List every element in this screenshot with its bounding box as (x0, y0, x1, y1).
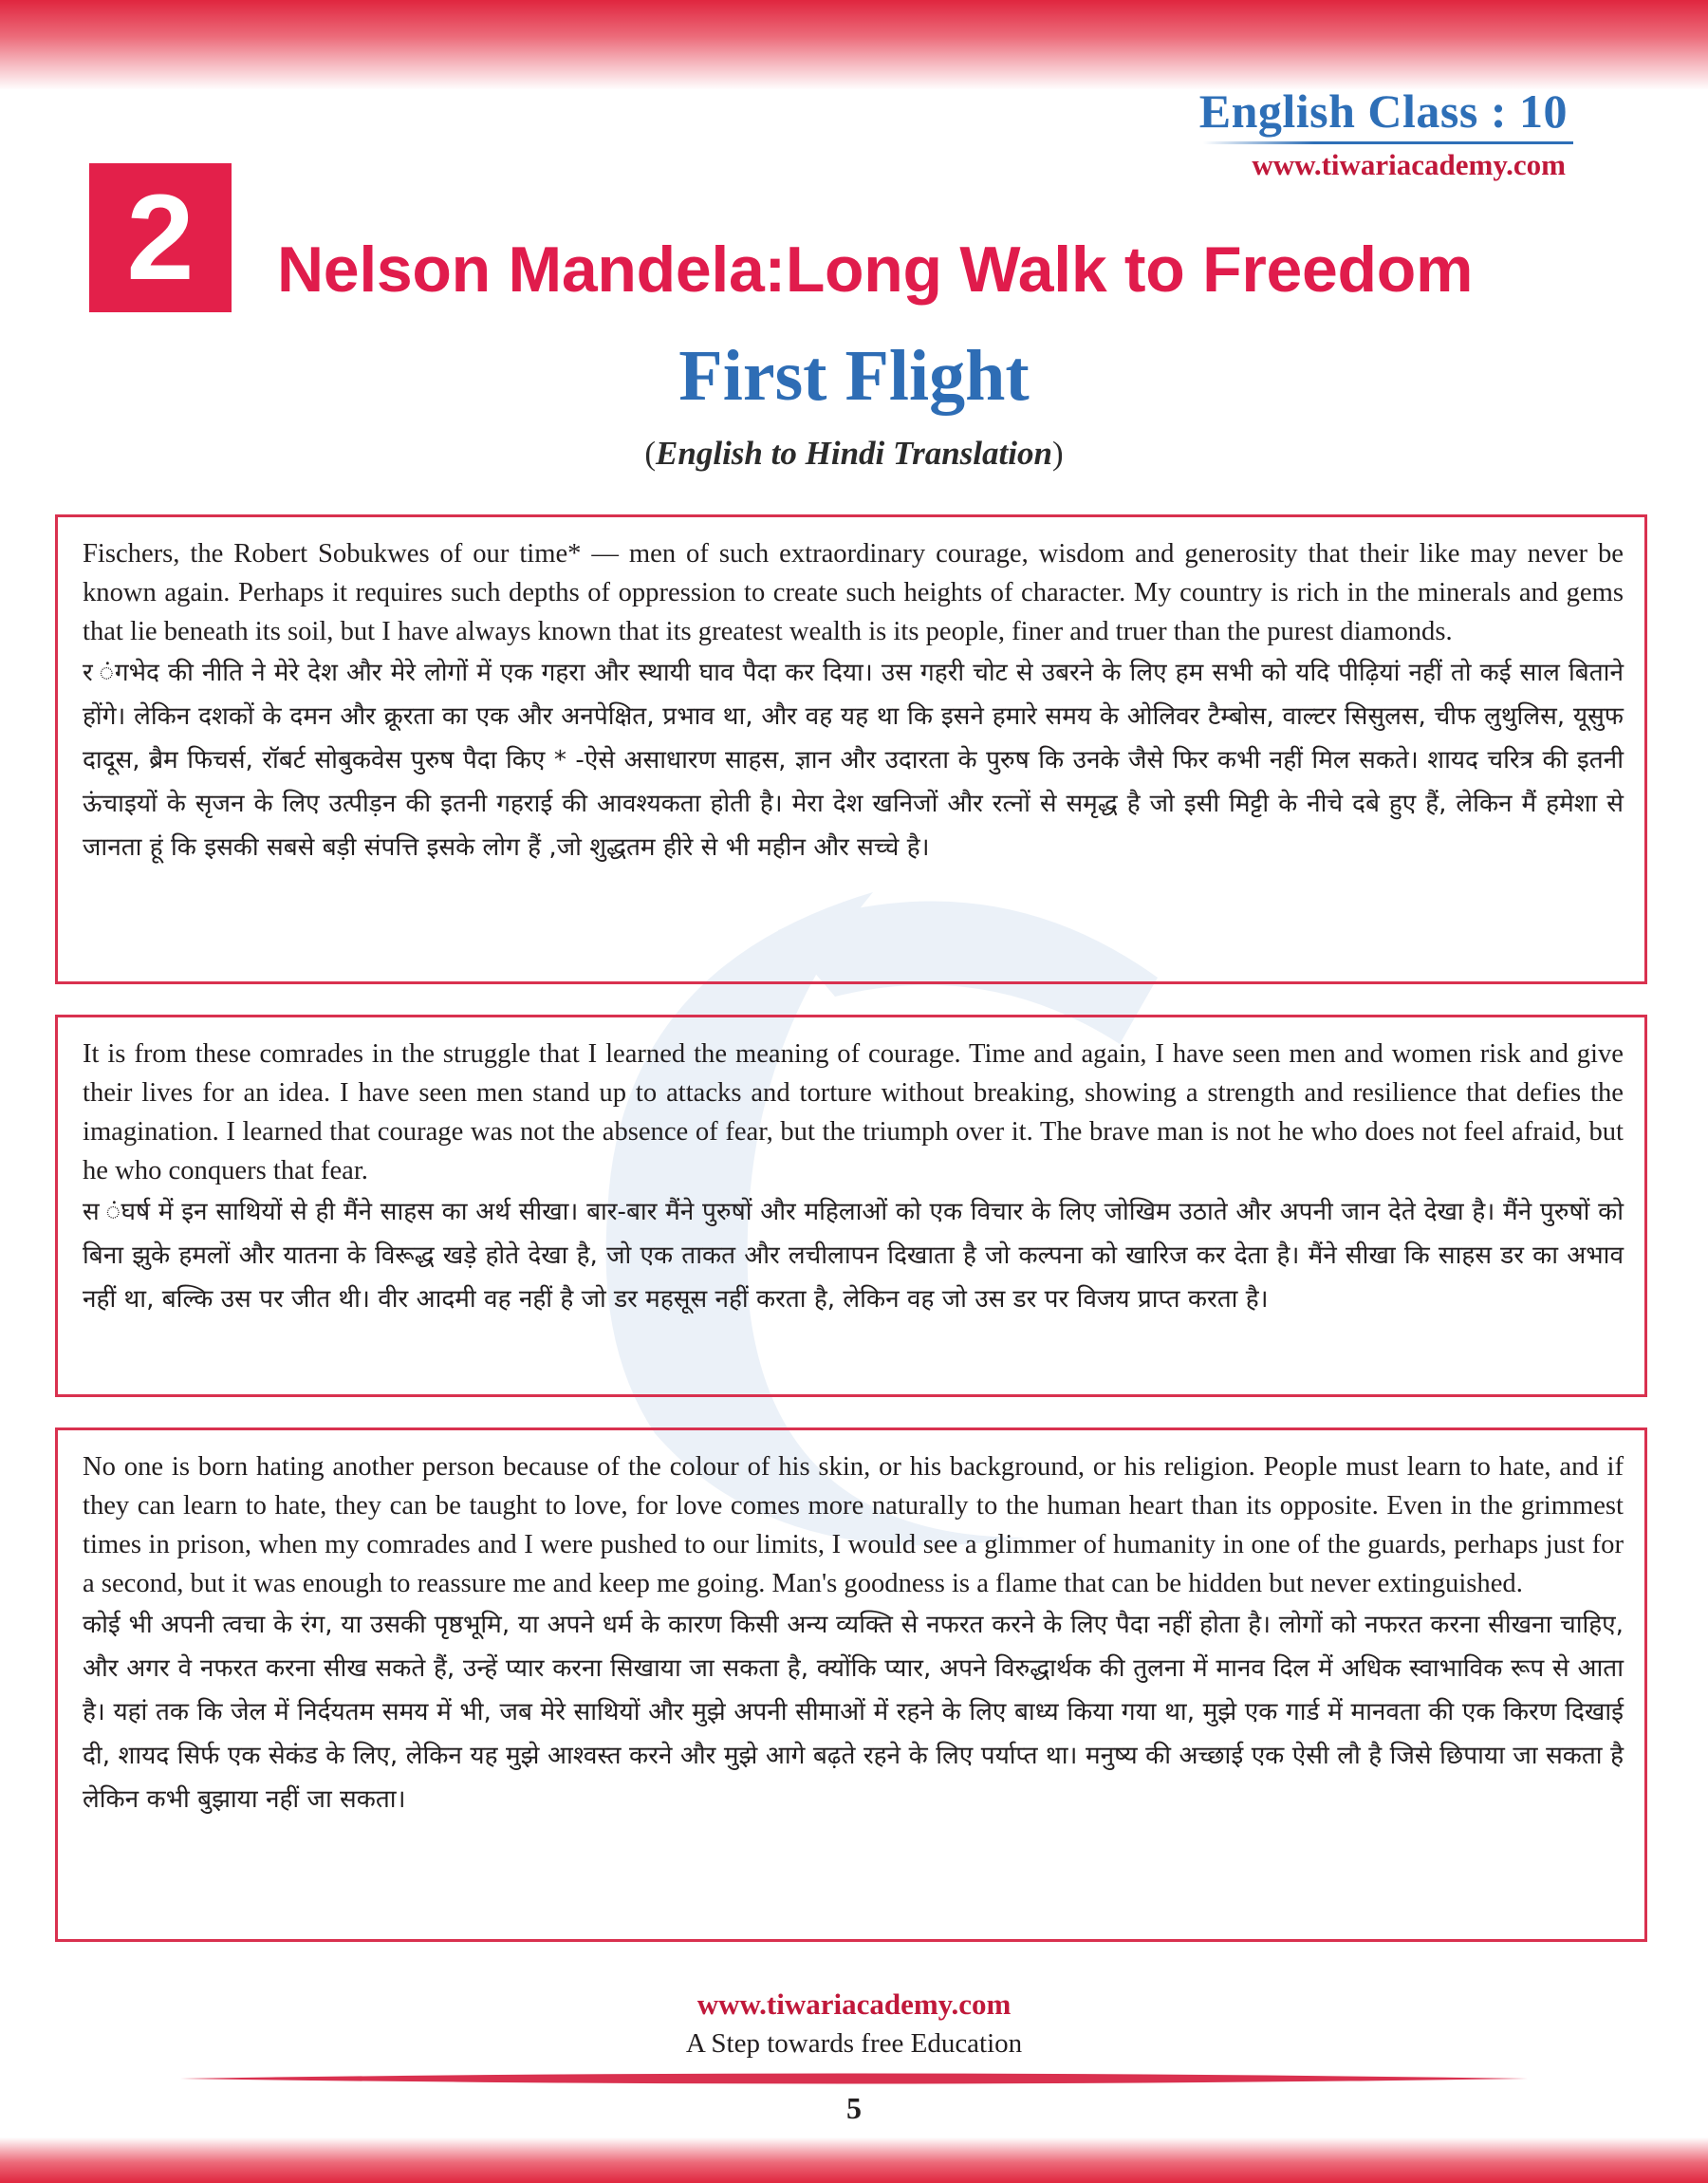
hindi-paragraph: स ंघर्ष में इन साथियों से ही मैंने साहस का अर्थ सीखा। बार-बार मैंने पुरुषों और महिलाओं को एक विचार के लिए जोखिम उठाते और अपनी जान देते देखा है। मैंने पुरुषों को बिना झुके हमलों और यातना के विरूद्ध खड़े होते देखा है, जो एक ताकत और लचीलापन दिखाता है जो कल्पना को खारिज कर देता है। मैंने सीखा कि साहस डर का अभाव नहीं था, बल्कि उस पर जीत थी। वीर आदमी वह नहीं है जो डर महसूस नहीं करता है, लेकिन वह जो उस डर पर विजय प्राप्त करता है। (83, 1198, 1624, 1314)
header-website: www.tiwariacademy.com (1252, 148, 1566, 181)
english-paragraph: It is from these comrades in the struggle that I learned the meaning of courage. Time and again, I have seen men and women risk and give their lives for an idea. I have seen men stand up to attacks and torture without breaking, showing a strength and resilience that defies the imagination. I learned that courage was not the absence of fear, but the triumph over it. The brave man is not he who does not feel afraid, but he who conquers that fear. (83, 1039, 1624, 1185)
subtitle (0, 435, 1708, 473)
hindi-paragraph: कोई भी अपनी त्वचा के रंग, या उसकी पृष्ठभूमि, या अपने धर्म के कारण किसी अन्य व्यक्ति से नफरत करने के लिए पैदा नहीं होता है। लोगों को नफरत करना सीखना चाहिए, और अगर वे नफरत करना सीख सकते हैं, उन्हें प्यार करना सिखाया जा सकता है, क्योंकि प्यार, अपने विरुद्धार्थक की तुलना में मानव दिल में अधिक स्वाभाविक रूप से आता है। यहां तक कि जेल में निर्दयतम समय में भी, जब मेरे साथियों और मुझे अपनी सीमाओं में रहने के लिए बाध्य किया गया था, मुझे एक गार्ड में मानवता की एक किरण दिखाई दी, शायद सिर्फ एक सेकंड के लिए, लेकिन यह मुझे आश्वस्त करने और मुझे आगे बढ़ते रहने के लिए पर्याप्त था। मनुष्य की अच्छाई एक ऐसी लौ है जिसे छिपाया जा सकता है लेकिन कभी बुझाया नहीं जा सकता। (83, 1611, 1624, 1814)
header-divider (1203, 141, 1573, 144)
footer-divider (180, 2072, 1528, 2085)
subtitle-open-paren: ( (644, 435, 657, 472)
bottom-gradient-band (0, 2137, 1708, 2183)
subtitle-close-paren: ) (1051, 435, 1064, 472)
chapter-number-badge (89, 163, 232, 312)
subtitle-text: English to Hindi Translation (656, 435, 1052, 472)
class-label: English Class : 10 (1198, 84, 1568, 138)
page-number: 5 (846, 2091, 862, 2125)
chapter-title: Nelson Mandela:Long Walk to Freedom (277, 233, 1474, 306)
top-gradient-band (0, 0, 1708, 90)
translation-panel-2 (55, 1015, 1647, 1397)
english-paragraph: No one is born hating another person because of the colour of his skin, or his background, or his religion. People must learn to hate, and if they can learn to hate, they can be taught to love, for love comes more naturally to the human heart than its opposite. Even in the grimmest times in prison, when my comrades and I were pushed to our limits, I would see a glimmer of humanity in one of the guards, perhaps just for a second, but it was enough to reassure me and keep me going. Man's goodness is a flame that can be hidden but never extinguished. (83, 1452, 1624, 1598)
english-paragraph: Fischers, the Robert Sobukwes of our time* — men of such extraordinary courage, wisdom and generosity that their like may never be known again. Perhaps it requires such depths of oppression to create such heights of character. My country is rich in the minerals and gems that lie beneath its soil, but I have always known that its greatest wealth is its people, finer and truer than the purest diamonds. (83, 539, 1624, 646)
chapter-number: 2 (126, 169, 195, 306)
footer-website: www.tiwariacademy.com (696, 1987, 1012, 2021)
translation-panel-3 (55, 1427, 1647, 1942)
translation-panel-1 (55, 514, 1647, 984)
hindi-paragraph: र ंगभेद की नीति ने मेरे देश और मेरे लोगों में एक गहरा और स्थायी घाव पैदा कर दिया। उस गहरी चोट से उबरने के लिए हम सभी को यदि पीढ़ियां नहीं तो कई साल बिताने होंगे। लेकिन दशकों के दमन और क्रूरता का एक और अनपेक्षित, प्रभाव था, और वह यह था कि इसने हमारे समय के ओलिवर टैम्बोस, वाल्टर सिसुलस, चीफ लुथुलिस, यूसुफ दादूस, ब्रैम फिचर्स, रॉबर्ट सोबुकवेस पुरुष पैदा किए * -ऐसे असाधारण साहस, ज्ञान और उदारता के पुरुष कि उनके जैसे फिर कभी नहीं मिल सकते। शायद चरित्र की इतनी ऊंचाइयों के सृजन के लिए उत्पीड़न की इतनी गहराई की आवश्यकता होती है। मेरा देश खनिजों और रत्नों से समृद्ध है जो इसी मिट्टी के नीचे दबे हुए हैं, लेकिन मैं हमेशा से जानता हूं कि इसकी सबसे बड़ी संपत्ति इसके लोग हैं ,जो शुद्धतम हीरे से भी महीन और सच्चे है। (83, 659, 1624, 862)
book-title: First Flight (678, 336, 1030, 416)
footer-tagline: A Step towards free Education (685, 2028, 1023, 2059)
